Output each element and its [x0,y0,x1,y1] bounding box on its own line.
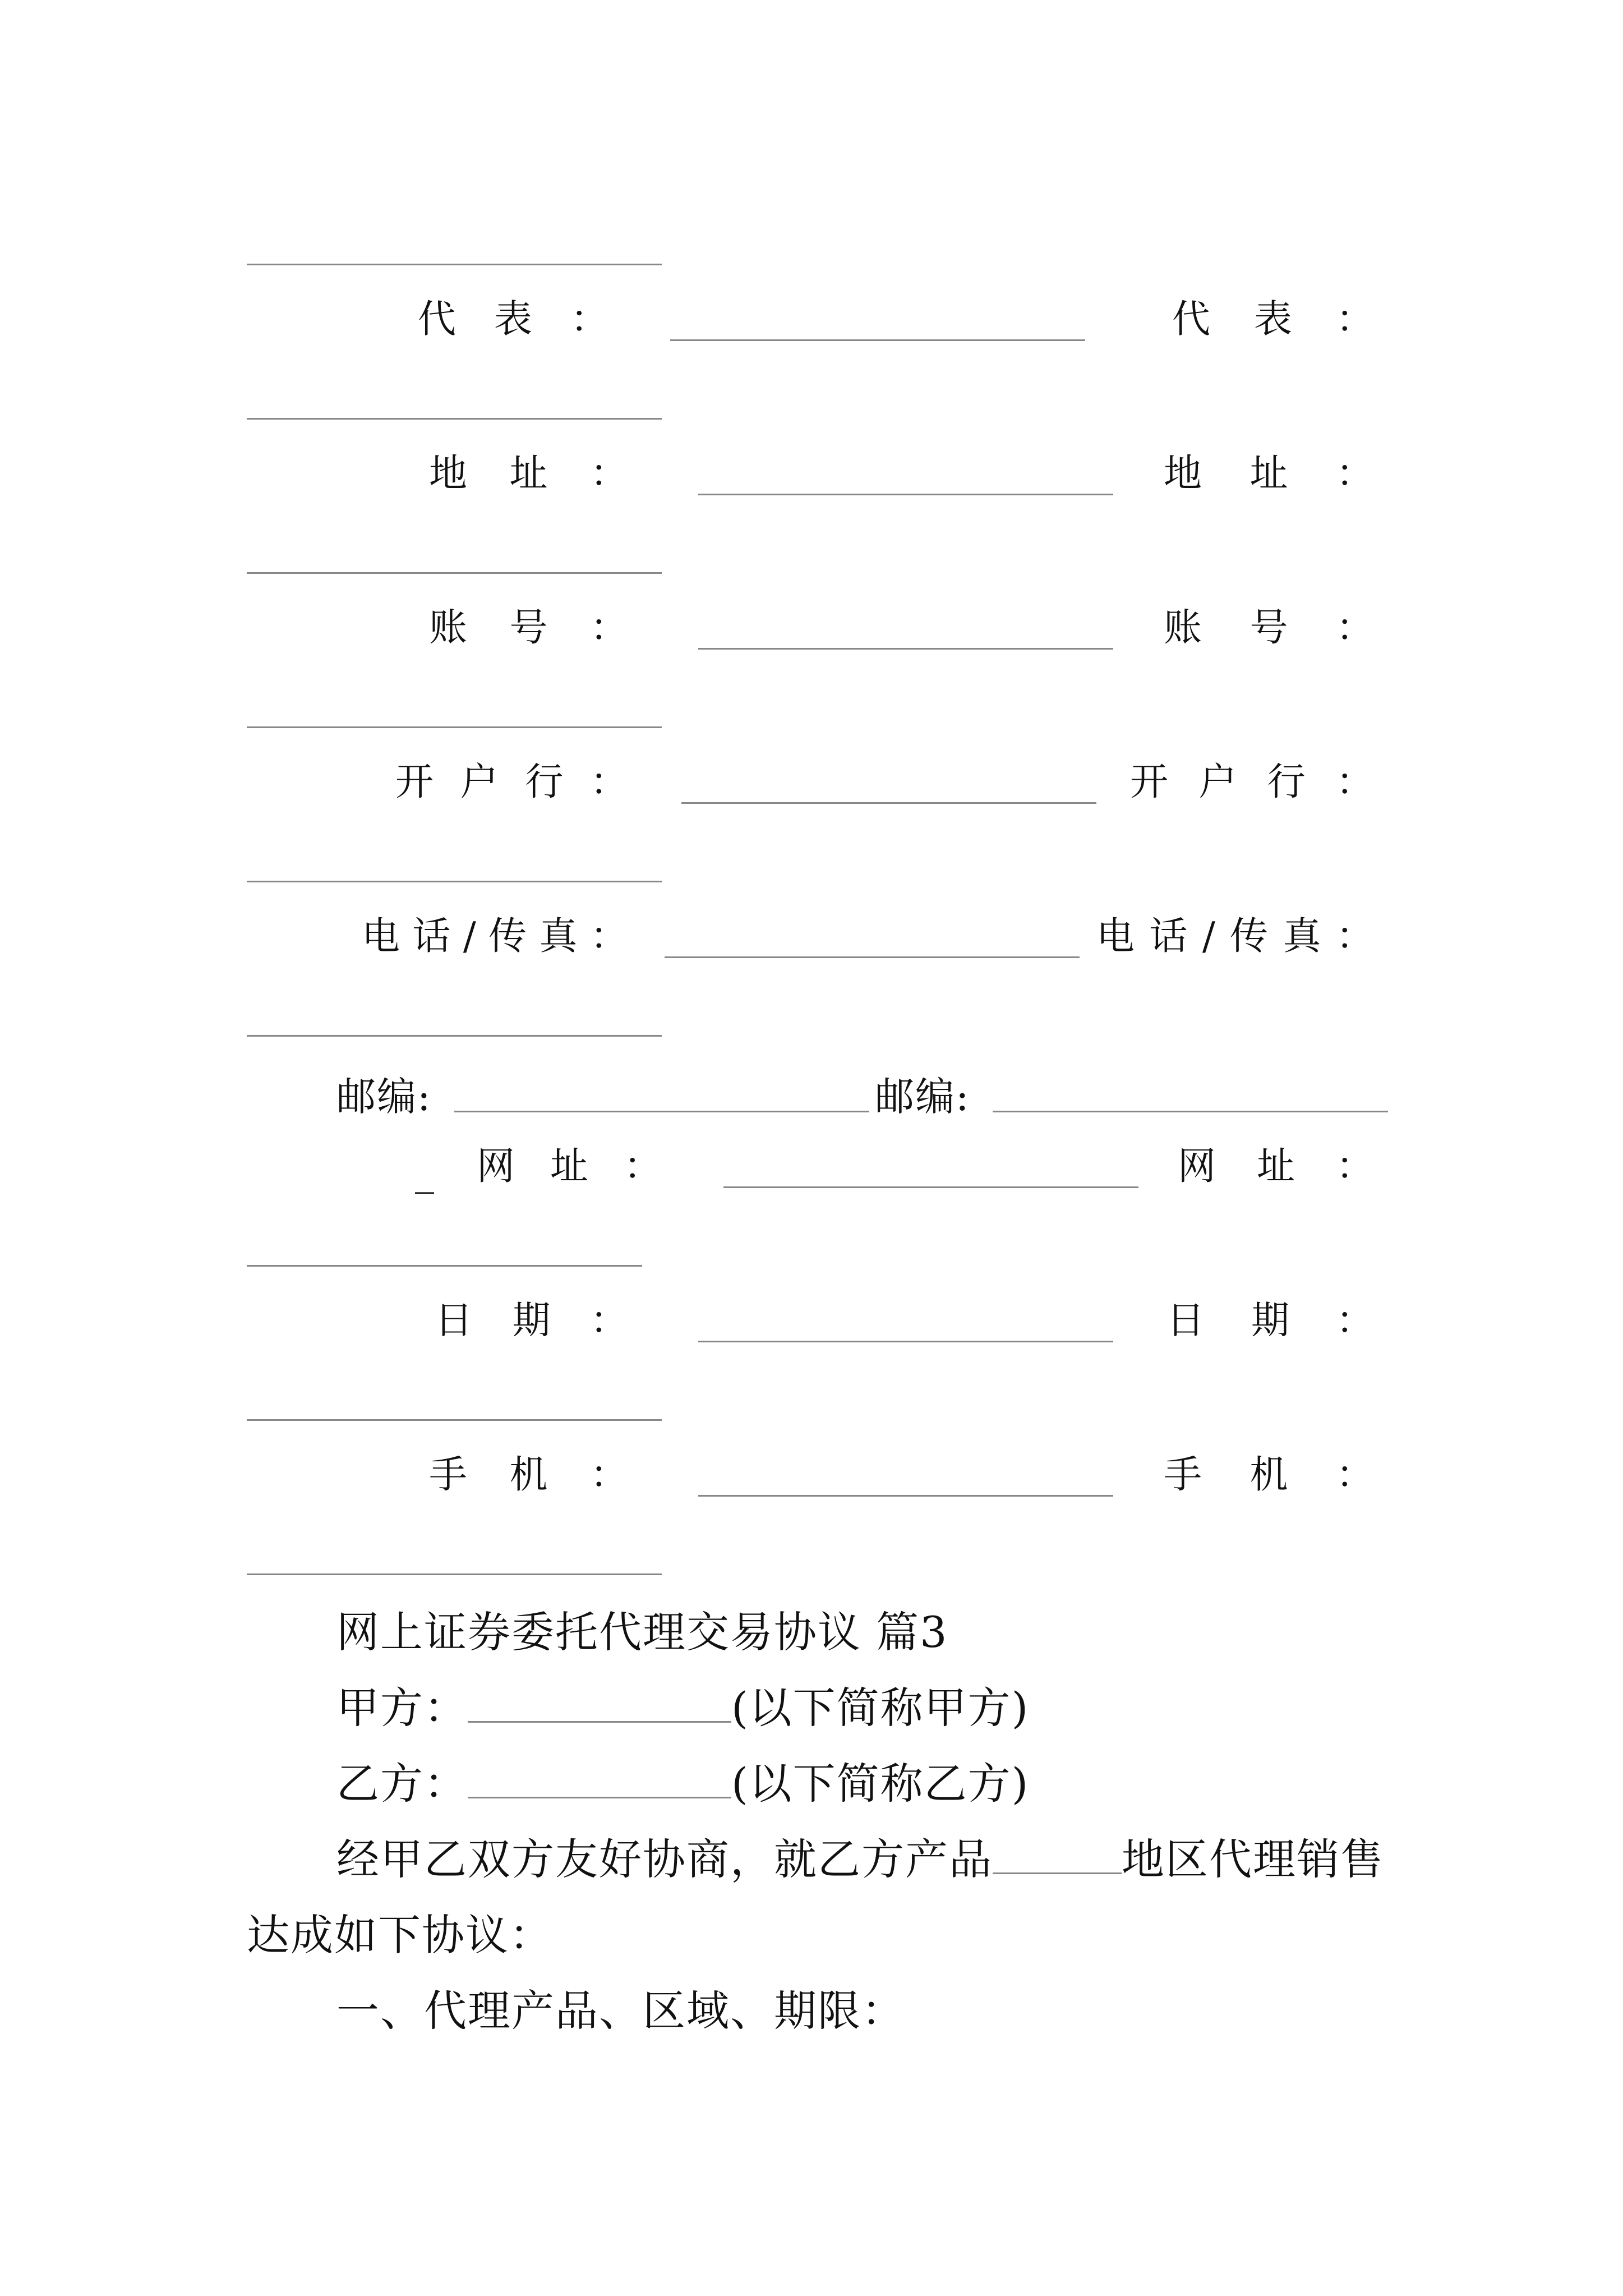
party-a-label: 甲方： [336,1683,468,1733]
blank-line [698,494,1113,495]
paragraph-1-line-2: 达成如下协议： [247,1910,553,1960]
label-date-b: 日 期 ： [1166,1299,1374,1343]
label-representative-a: 代 表 ： [418,297,608,342]
website-prefix: _ [415,1150,435,1194]
label-website-b: 网 址 ： [1178,1144,1374,1189]
blank-line [665,956,1080,958]
blank-line [993,1111,1388,1112]
label-bank-b: 开 户 行 ： [1130,760,1374,804]
section-1-heading: 一、代理产品、区域、期限： [336,1986,905,2036]
party-b-label: 乙方： [336,1759,468,1809]
party-a-line [336,1680,1029,1736]
blank-line [723,1186,1138,1188]
label-address-b: 地 址 ： [1164,452,1374,496]
blank-line [247,572,662,574]
label-date-a: 日 期 ： [435,1299,628,1343]
agreement-title: 网上证券委托代理交易协议 篇3 [336,1607,948,1657]
blank-line [698,1495,1113,1497]
paragraph-1-line-1: 经甲乙双方友好协商，就乙方产品 地区代理销售 [336,1834,1384,1884]
blank-line [247,1265,642,1267]
label-account-b: 账 号 ： [1164,606,1374,650]
product-blank [993,1835,1122,1874]
party-b-blank [468,1760,731,1798]
blank-line [698,648,1113,650]
blank-line [247,264,662,265]
party-b-note: (以下简称乙方) [731,1759,1030,1809]
party-a-note: (以下简称甲方) [731,1683,1030,1733]
label-mobile-a: 手 机 ： [429,1453,628,1497]
label-website-a: 网 址 ： [477,1144,662,1189]
label-phone-fax-b: 电 话 / 传 真 ： [1096,914,1374,959]
blank-line [247,1419,662,1421]
label-mobile-b: 手 机 ： [1164,1453,1374,1497]
label-bank-a: 开 户 行 ： [395,760,628,804]
label-address-a: 地 址 ： [429,452,628,496]
label-representative-b: 代 表 ： [1172,297,1374,342]
blank-line [670,339,1085,341]
label-postcode-b: 邮编: [875,1074,970,1120]
blank-line [454,1111,869,1112]
party-a-blank [468,1684,731,1723]
party-b-line [336,1756,1029,1812]
blank-line [681,802,1096,804]
blank-line [698,1341,1113,1342]
label-account-a: 账 号 ： [429,606,628,650]
label-phone-fax-a: 电 话 / 传 真 ： [362,914,628,959]
label-postcode-a: 邮编: [336,1074,432,1120]
blank-line [247,1035,662,1037]
blank-line [247,1573,662,1575]
blank-line [247,881,662,882]
blank-line [247,726,662,728]
blank-line [247,418,662,420]
